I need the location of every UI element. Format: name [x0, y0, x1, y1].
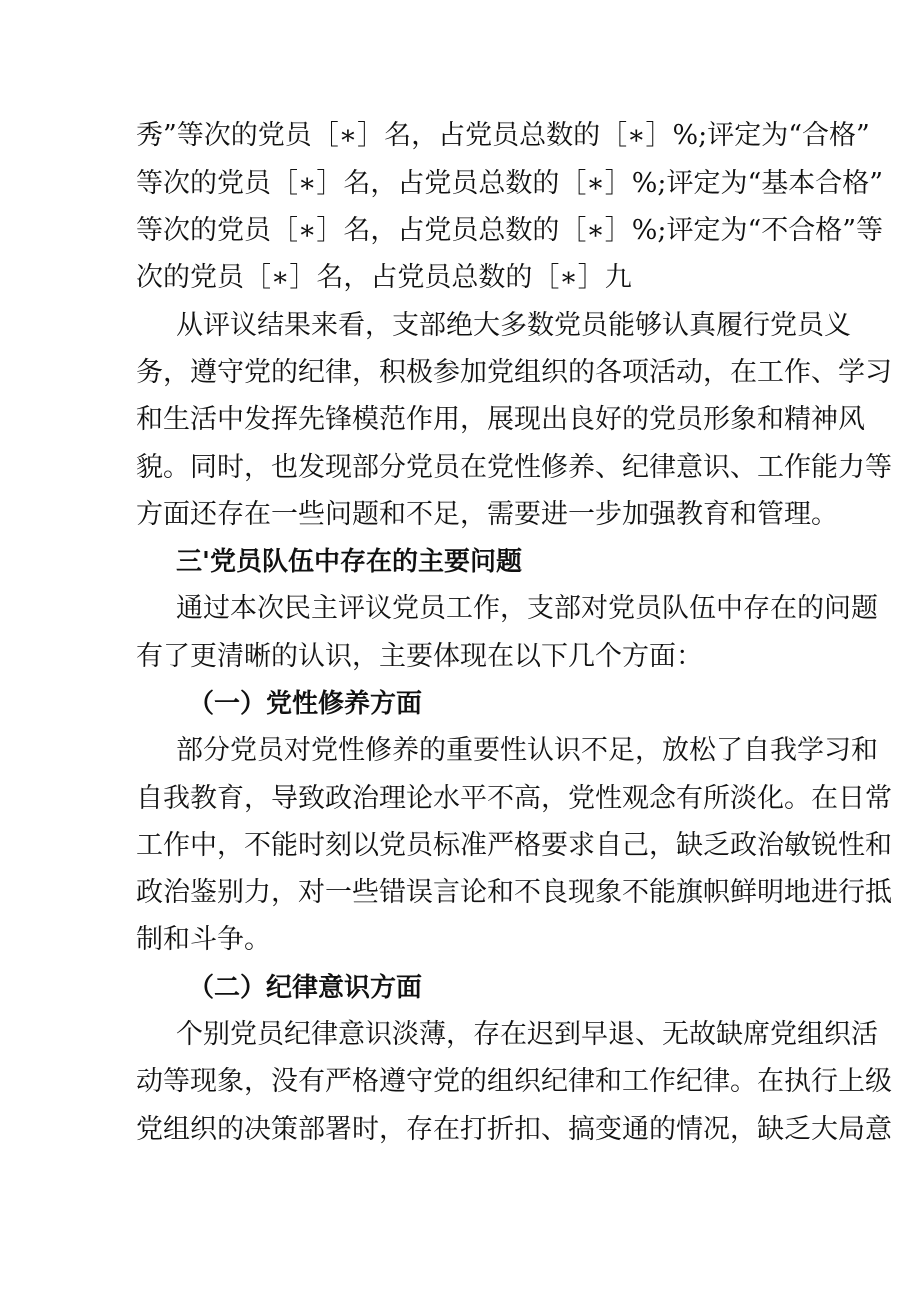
text-line: 个别党员纪律意识淡薄，存在迟到早退、无故缺席党组织活 [176, 1019, 878, 1050]
text-line: 制和斗争。 [136, 924, 271, 955]
text-line: 自我教育，导致政治理论水平不高，党性观念有所淡化。在日常 [136, 783, 892, 814]
text-line: 党组织的决策部署时，存在打折扣、搞变通的情况，缺乏大局意 [136, 1114, 892, 1145]
text-line: 政治鉴别力，对一些错误言论和不良现象不能旗帜鲜明地进行抵 [136, 877, 892, 908]
text-line: 次的党员［∗］名，占党员总数的［∗］九 [136, 262, 632, 293]
text-line: 等次的党员［∗］名，占党员总数的［∗］%;评定为“不合格”等 [136, 215, 884, 246]
subheading-party-spirit: （一）党性修养方面 [188, 689, 423, 719]
subheading-discipline: （二）纪律意识方面 [188, 973, 423, 1003]
text-line: 貌。同时，也发现部分党员在党性修养、纪律意识、工作能力等 [136, 452, 892, 483]
text-line: 秀”等次的党员［∗］名，占党员总数的［∗］%;评定为“合格” [136, 120, 870, 151]
text-line: 和生活中发挥先锋模范作用，展现出良好的党员形象和精神风 [136, 404, 865, 435]
section-heading-main-problems: 三'党员队伍中存在的主要问题 [176, 547, 522, 577]
text-line: 方面还存在一些问题和不足，需要进一步加强教育和管理。 [136, 499, 838, 530]
text-line: 从评议结果来看，支部绝大多数党员能够认真履行党员义 [176, 310, 851, 341]
text-line: 有了更清晰的认识，主要体现在以下几个方面： [136, 641, 703, 672]
text-line: 工作中，不能时刻以党员标准严格要求自己，缺乏政治敏锐性和 [136, 830, 892, 861]
text-line: 等次的党员［∗］名，占党员总数的［∗］%;评定为“基本合格” [136, 168, 884, 199]
text-line: 通过本次民主评议党员工作，支部对党员队伍中存在的问题 [176, 593, 878, 624]
text-line: 务，遵守党的纪律，积极参加党组织的各项活动，在工作、学习 [136, 357, 892, 388]
text-line: 动等现象，没有严格遵守党的组织纪律和工作纪律。在执行上级 [136, 1066, 892, 1097]
text-line: 部分党员对党性修养的重要性认识不足，放松了自我学习和 [176, 735, 878, 766]
